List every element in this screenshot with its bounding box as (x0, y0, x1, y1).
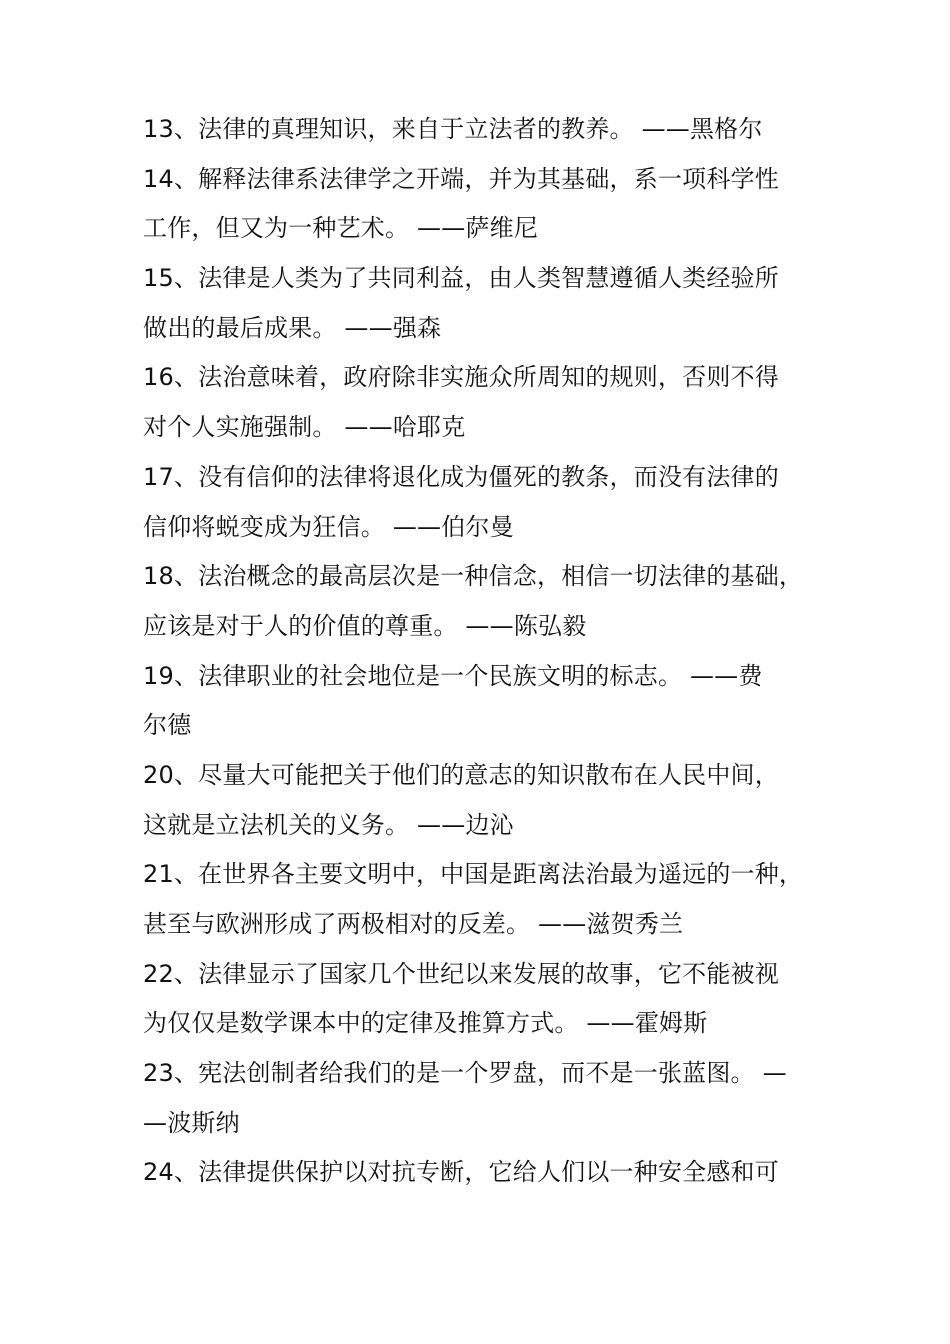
text-line: 23、宪法创制者给我们的是一个罗盘，而不是一张蓝图。 — (143, 1059, 787, 1088)
text-line: 18、法治概念的最高层次是一种信念，相信一切法律的基础， (143, 562, 804, 591)
text-line: 19、法律职业的社会地位是一个民族文明的标志。 ——费 (143, 661, 763, 690)
quote-list (143, 105, 813, 1198)
text-line: 21、在世界各主要文明中，中国是距离法治最为遥远的一种， (143, 860, 804, 889)
text-line: 20、尽量大可能把关于他们的意志的知识散布在人民中间， (143, 760, 779, 789)
text-line: 13、法律的真理知识，来自于立法者的教养。 ——黑格尔 (143, 115, 763, 143)
text-line: 甚至与欧洲形成了两极相对的反差。 ——滋贺秀兰 (143, 910, 684, 938)
text-line: 22、法律显示了国家几个世纪以来发展的故事，它不能被视 (143, 959, 779, 988)
text-line: 信仰将蜕变成为狂信。 ——伯尔曼 (143, 512, 514, 541)
text-line: —波斯纳 (143, 1108, 240, 1137)
text-line: 工作，但又为一种艺术。 ——萨维尼 (143, 214, 539, 243)
text-line: 这就是立法机关的义务。 ——边沁 (143, 810, 514, 839)
text-line: 尔德 (143, 711, 192, 740)
text-line: 应该是对于人的价值的尊重。 ——陈弘毅 (143, 611, 587, 640)
text-line: 17、没有信仰的法律将退化成为僵死的教条，而没有法律的 (143, 462, 779, 491)
text-line: 15、法律是人类为了共同利益，由人类智慧遵循人类经验所 (143, 264, 779, 293)
text-line: 16、法治意味着，政府除非实施众所周知的规则，否则不得 (143, 363, 779, 392)
text-line: 做出的最后成果。 ——强森 (143, 313, 442, 342)
text-line: 14、解释法律系法律学之开端，并为其基础，系一项科学性 (143, 164, 779, 193)
text-line: 24、法律提供保护以对抗专断，它给人们以一种安全感和可 (143, 1158, 779, 1187)
text-line: 为仅仅是数学课本中的定律及推算方式。 ——霍姆斯 (143, 1009, 708, 1038)
text-line: 对个人实施强制。 ——哈耶克 (143, 413, 466, 442)
